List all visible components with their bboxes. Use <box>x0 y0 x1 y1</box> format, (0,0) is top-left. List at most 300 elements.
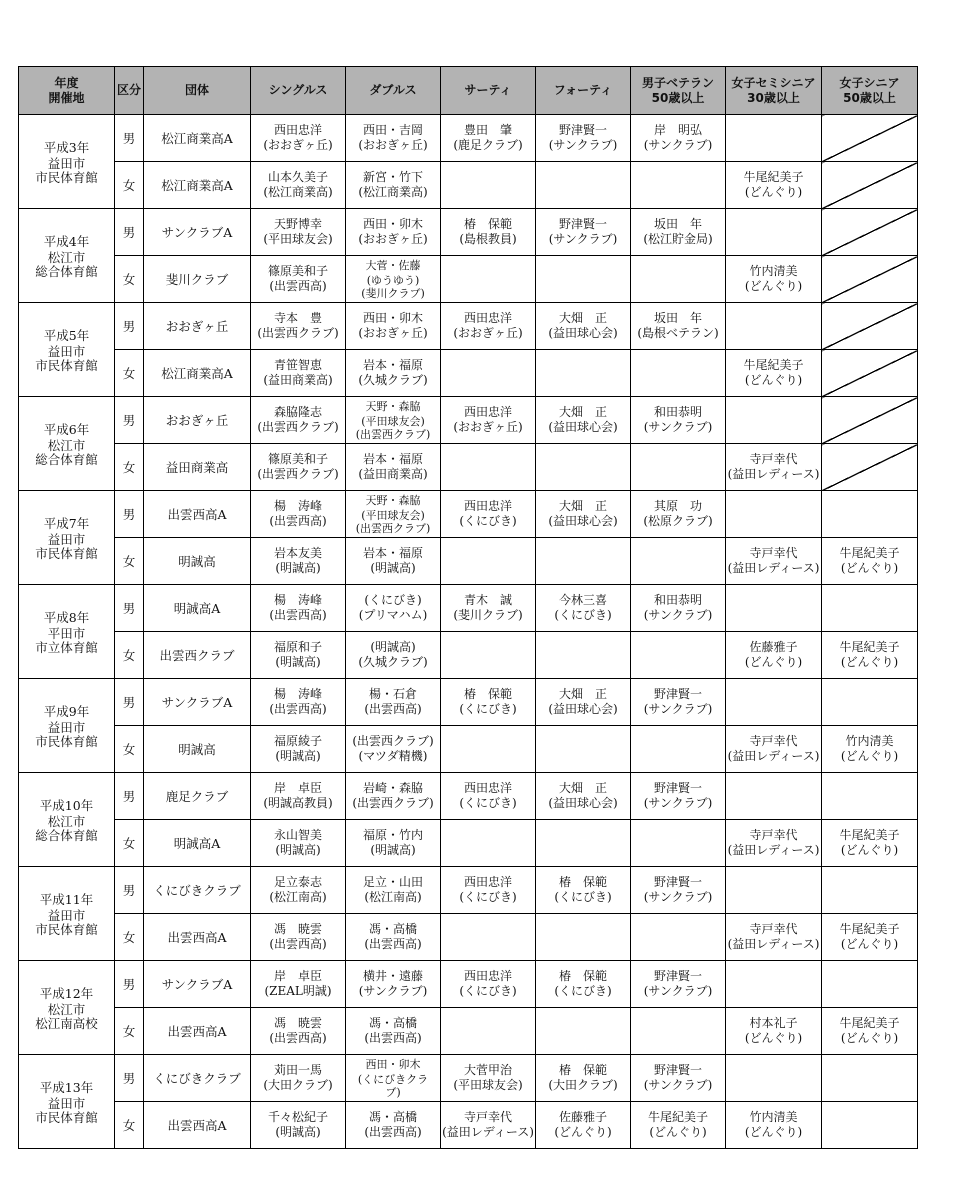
veteran-cell <box>631 632 726 679</box>
forty-cell-line: 大畑 正 <box>558 499 607 513</box>
division-cell <box>115 632 144 679</box>
division-cell-line: 男 <box>122 882 136 898</box>
doubles-cell-line: 西田・卯木 <box>365 1058 421 1071</box>
forty-cell-line: (くにびき) <box>554 608 612 622</box>
doubles-cell-line: (ゆうゆう) <box>366 274 420 287</box>
veteran-cell <box>631 914 726 961</box>
singles-cell <box>251 914 346 961</box>
venue-cell-line: 市民体育館 <box>35 357 98 373</box>
venue-cell <box>19 867 115 961</box>
table-row <box>19 256 918 303</box>
singles-cell <box>251 867 346 914</box>
doubles-cell <box>346 679 441 726</box>
senior-cell <box>822 444 918 491</box>
forty-cell <box>536 1102 631 1149</box>
senior-cell <box>822 491 918 538</box>
venue-cell-line: 総合体育館 <box>35 827 98 843</box>
thirty-cell-line: 椿 保範 <box>463 217 512 231</box>
thirty-cell-line: (鹿足クラブ) <box>453 138 523 152</box>
forty-cell <box>536 867 631 914</box>
header-women-semisenior <box>726 67 822 115</box>
venue-cell <box>19 209 115 303</box>
singles-cell <box>251 632 346 679</box>
veteran-cell-line: (サンクラブ) <box>643 1078 713 1092</box>
thirty-cell-line: (くにびき) <box>459 796 517 810</box>
venue-cell-line: 総合体育館 <box>35 263 98 279</box>
header-division <box>115 67 144 115</box>
senior-cell <box>822 1008 918 1055</box>
team-cell-line: 松江商業高A <box>161 177 233 193</box>
senior-cell-line: 牛尾紀美子 <box>839 640 900 654</box>
singles-cell <box>251 726 346 773</box>
team-cell-line: くにびきクラブ <box>153 882 241 898</box>
forty-cell-line: 椿 保範 <box>558 875 607 889</box>
senior-cell <box>822 1055 918 1102</box>
singles-cell-line: (出雲西高) <box>269 279 327 293</box>
team-cell <box>144 820 251 867</box>
forty-cell <box>536 397 631 444</box>
singles-cell-line: (出雲西高) <box>269 937 327 951</box>
venue-cell-line: 市立体育館 <box>35 639 98 655</box>
doubles-cell-line: 横井・遠藤 <box>362 969 423 983</box>
team-cell <box>144 1102 251 1149</box>
team-cell <box>144 350 251 397</box>
team-cell <box>144 303 251 350</box>
singles-cell-line: (明誠高) <box>275 561 321 575</box>
semisenior-cell-line: (どんぐり) <box>744 655 803 669</box>
division-cell-line: 男 <box>122 976 136 992</box>
veteran-cell <box>631 961 726 1008</box>
thirty-cell <box>441 961 536 1008</box>
thirty-cell-line: 西田忠洋 <box>463 781 512 795</box>
team-cell-line: 出雲西クラブ <box>159 647 235 663</box>
singles-cell-line: 千々松紀子 <box>267 1110 328 1124</box>
doubles-cell-line: 新宮・竹下 <box>362 170 423 184</box>
team-cell <box>144 162 251 209</box>
team-cell-line: 出雲西高A <box>167 1117 227 1133</box>
header-line: 開催地 <box>48 90 85 105</box>
veteran-cell <box>631 303 726 350</box>
table-row <box>19 632 918 679</box>
header-line: 団体 <box>184 83 209 97</box>
veteran-cell-line: 坂田 年 <box>653 217 702 231</box>
veteran-cell <box>631 397 726 444</box>
team-cell <box>144 491 251 538</box>
doubles-cell-line: 西田・吉岡 <box>362 123 423 137</box>
singles-cell <box>251 115 346 162</box>
division-cell-line: 女 <box>122 1117 136 1133</box>
doubles-cell <box>346 773 441 820</box>
division-cell <box>115 1102 144 1149</box>
veteran-cell <box>631 350 726 397</box>
senior-cell <box>822 162 918 209</box>
forty-cell-line: (益田球心会) <box>548 702 618 716</box>
veteran-cell <box>631 820 726 867</box>
singles-cell <box>251 820 346 867</box>
singles-cell-line: (出雲西クラブ) <box>257 326 339 340</box>
doubles-cell-line: 大菅・佐藤 <box>365 259 421 272</box>
doubles-cell <box>346 491 441 538</box>
doubles-cell-line: 馮・高橋 <box>368 922 417 936</box>
doubles-cell-line: 西田・卯木 <box>362 311 423 325</box>
singles-cell <box>251 350 346 397</box>
veteran-cell-line: 牛尾紀美子 <box>647 1110 708 1124</box>
singles-cell-line: 福原綾子 <box>273 734 322 748</box>
header-thirty <box>441 67 536 115</box>
senior-cell-line: 牛尾紀美子 <box>839 828 900 842</box>
semisenior-cell-line: (益田レディース) <box>727 749 820 763</box>
table-row <box>19 585 918 632</box>
team-cell <box>144 444 251 491</box>
semisenior-cell <box>726 726 822 773</box>
singles-cell-line: 岩本友美 <box>273 546 322 560</box>
division-cell <box>115 256 144 303</box>
forty-cell-line: (益田球心会) <box>548 420 618 434</box>
singles-cell-line: (益田商業高) <box>263 373 333 387</box>
results-table <box>18 66 918 1149</box>
senior-cell <box>822 397 918 444</box>
doubles-cell <box>346 820 441 867</box>
singles-cell-line: (松江商業高) <box>263 185 333 199</box>
division-cell-line: 男 <box>122 224 136 240</box>
doubles-cell-line: (プリマハム) <box>358 608 428 622</box>
team-cell-line: 松江商業高A <box>161 365 233 381</box>
team-cell <box>144 209 251 256</box>
forty-cell <box>536 115 631 162</box>
veteran-cell-line: (サンクラブ) <box>643 608 713 622</box>
forty-cell <box>536 914 631 961</box>
table-row <box>19 1102 918 1149</box>
singles-cell <box>251 397 346 444</box>
singles-cell-line: 楊 涛峰 <box>273 499 322 513</box>
forty-cell-line: 椿 保範 <box>558 969 607 983</box>
veteran-cell-line: 其原 功 <box>653 499 702 513</box>
semisenior-cell <box>726 209 822 256</box>
doubles-cell-line: 岩本・福原 <box>362 452 423 466</box>
thirty-cell <box>441 632 536 679</box>
team-cell <box>144 632 251 679</box>
forty-cell-line: (益田球心会) <box>548 326 618 340</box>
senior-cell <box>822 914 918 961</box>
veteran-cell <box>631 256 726 303</box>
doubles-cell-line: (出雲西クラブ) <box>352 734 434 748</box>
venue-cell-line: 平成4年 <box>43 233 90 249</box>
division-cell <box>115 773 144 820</box>
singles-cell-line: 山本久美子 <box>267 170 328 184</box>
division-cell-line: 男 <box>122 1070 136 1086</box>
singles-cell <box>251 162 346 209</box>
venue-cell-line: 平成11年 <box>39 891 94 907</box>
singles-cell-line: 天野博幸 <box>273 217 322 231</box>
team-cell-line: 出雲西高A <box>167 929 227 945</box>
semisenior-cell-line: 竹内清美 <box>749 264 798 278</box>
singles-cell <box>251 585 346 632</box>
table-row <box>19 444 918 491</box>
veteran-cell <box>631 1055 726 1102</box>
team-cell-line: くにびきクラブ <box>153 1070 241 1086</box>
semisenior-cell-line: (どんぐり) <box>744 1031 803 1045</box>
singles-cell-line: 苅田一馬 <box>273 1063 322 1077</box>
senior-cell <box>822 538 918 585</box>
thirty-cell <box>441 867 536 914</box>
table-row <box>19 914 918 961</box>
forty-cell-line: 椿 保範 <box>558 1063 607 1077</box>
semisenior-cell <box>726 538 822 585</box>
header-line: 女子セミシニア <box>731 75 816 90</box>
forty-cell-line: (サンクラブ) <box>548 138 618 152</box>
doubles-cell <box>346 256 441 303</box>
doubles-cell-line: 西田・卯木 <box>362 217 423 231</box>
doubles-cell <box>346 397 441 444</box>
semisenior-cell <box>726 914 822 961</box>
venue-cell-line: 平田市 <box>47 625 86 641</box>
thirty-cell-line: 西田忠洋 <box>463 875 512 889</box>
doubles-cell-line: (出雲西高) <box>364 702 422 716</box>
doubles-cell <box>346 632 441 679</box>
thirty-cell <box>441 350 536 397</box>
team-cell-line: 斐川クラブ <box>165 271 229 287</box>
division-cell <box>115 491 144 538</box>
division-cell <box>115 820 144 867</box>
thirty-cell <box>441 162 536 209</box>
semisenior-cell <box>726 632 822 679</box>
semisenior-cell-line: 寺戸幸代 <box>749 734 798 748</box>
singles-cell-line: 馮 暁雲 <box>273 922 322 936</box>
division-cell <box>115 303 144 350</box>
header-line: 男子ベテラン <box>641 75 714 90</box>
semisenior-cell <box>726 397 822 444</box>
senior-cell <box>822 209 918 256</box>
singles-cell-line: 篠原美和子 <box>267 264 328 278</box>
veteran-cell <box>631 115 726 162</box>
venue-cell-line: 市民体育館 <box>35 1109 98 1125</box>
singles-cell <box>251 303 346 350</box>
table-row <box>19 679 918 726</box>
doubles-cell-line: 足立・山田 <box>362 875 423 889</box>
team-cell <box>144 726 251 773</box>
semisenior-cell-line: (どんぐり) <box>744 185 803 199</box>
table-row <box>19 303 918 350</box>
doubles-cell-line: (久城クラブ) <box>358 655 428 669</box>
veteran-cell <box>631 444 726 491</box>
senior-cell <box>822 632 918 679</box>
venue-cell-line: 平成9年 <box>43 703 90 719</box>
singles-cell-line: 寺本 豊 <box>273 311 322 325</box>
senior-cell <box>822 961 918 1008</box>
doubles-cell-line: (出雲西クラブ) <box>352 796 434 810</box>
team-cell <box>144 1008 251 1055</box>
team-cell <box>144 679 251 726</box>
thirty-cell <box>441 491 536 538</box>
division-cell <box>115 1008 144 1055</box>
thirty-cell-line: (平田球友会) <box>453 1078 523 1092</box>
semisenior-cell <box>726 1102 822 1149</box>
doubles-cell-line: (斐川クラブ) <box>361 287 425 300</box>
division-cell <box>115 914 144 961</box>
forty-cell-line: (大田クラブ) <box>548 1078 618 1092</box>
team-cell <box>144 867 251 914</box>
doubles-cell <box>346 1055 441 1102</box>
forty-cell-line: (くにびき) <box>554 890 612 904</box>
division-cell-line: 男 <box>122 506 136 522</box>
senior-cell-line: (どんぐり) <box>840 937 899 951</box>
team-cell-line: 明誠高 <box>178 553 216 569</box>
table-row <box>19 491 918 538</box>
venue-cell-line: 平成5年 <box>43 327 90 343</box>
division-cell-line: 女 <box>122 647 136 663</box>
veteran-cell <box>631 538 726 585</box>
senior-cell-line: 牛尾紀美子 <box>839 1016 900 1030</box>
venue-cell-line: 松江市 <box>47 813 86 829</box>
team-cell-line: おおぎヶ丘 <box>165 412 229 428</box>
senior-cell-line: 牛尾紀美子 <box>839 922 900 936</box>
singles-cell-line: 森脇隆志 <box>273 405 322 419</box>
team-cell <box>144 256 251 303</box>
forty-cell-line: (益田球心会) <box>548 796 618 810</box>
table-row <box>19 162 918 209</box>
venue-cell <box>19 585 115 679</box>
forty-cell <box>536 632 631 679</box>
singles-cell-line: (明誠高) <box>275 843 321 857</box>
thirty-cell-line: (くにびき) <box>459 890 517 904</box>
division-cell-line: 女 <box>122 177 136 193</box>
venue-cell-line: 益田市 <box>47 531 86 547</box>
doubles-cell-line: (平田球友会) <box>361 509 425 522</box>
senior-cell <box>822 256 918 303</box>
singles-cell-line: 岸 卓臣 <box>273 969 322 983</box>
venue-cell-line: 平成12年 <box>39 985 94 1001</box>
senior-cell <box>822 679 918 726</box>
doubles-cell-line: (サンクラブ) <box>358 984 428 998</box>
forty-cell-line: 佐藤雅子 <box>558 1110 607 1124</box>
table-body <box>19 115 918 1149</box>
thirty-cell <box>441 679 536 726</box>
team-cell-line: 明誠高A <box>173 600 221 616</box>
doubles-cell-line: (くにびきクラ <box>357 1073 429 1086</box>
thirty-cell-line: (くにびき) <box>459 984 517 998</box>
senior-cell <box>822 1102 918 1149</box>
singles-cell-line: (ZEAL明誠) <box>264 984 332 998</box>
division-cell-line: 女 <box>122 459 136 475</box>
venue-cell <box>19 397 115 491</box>
doubles-cell-line: (くにびき) <box>364 593 422 607</box>
header-line: ダブルス <box>369 83 417 97</box>
singles-cell <box>251 256 346 303</box>
forty-cell-line: 大畑 正 <box>558 405 607 419</box>
singles-cell-line: 永山智美 <box>273 828 322 842</box>
forty-cell-line: (どんぐり) <box>554 1125 612 1139</box>
veteran-cell-line: (松江貯金局) <box>643 232 713 246</box>
header-forty <box>536 67 631 115</box>
thirty-cell-line: 西田忠洋 <box>463 499 512 513</box>
table-row <box>19 1008 918 1055</box>
division-cell <box>115 397 144 444</box>
division-cell <box>115 961 144 1008</box>
forty-cell-line: (益田球心会) <box>548 514 618 528</box>
veteran-cell-line: (どんぐり) <box>649 1125 707 1139</box>
doubles-cell <box>346 350 441 397</box>
venue-cell <box>19 115 115 209</box>
forty-cell-line: 大畑 正 <box>558 311 607 325</box>
division-cell-line: 女 <box>122 929 136 945</box>
thirty-cell-line: (おおぎヶ丘) <box>453 326 523 340</box>
singles-cell-line: 足立泰志 <box>273 875 322 889</box>
doubles-cell <box>346 538 441 585</box>
division-cell <box>115 162 144 209</box>
table-row <box>19 961 918 1008</box>
senior-cell-line: (どんぐり) <box>840 561 899 575</box>
team-cell <box>144 538 251 585</box>
singles-cell-line: (明誠高) <box>275 655 321 669</box>
venue-cell <box>19 1055 115 1149</box>
division-cell-line: 女 <box>122 365 136 381</box>
doubles-cell-line: 福原・竹内 <box>362 828 423 842</box>
header-line: シングルス <box>268 83 328 97</box>
division-cell-line: 女 <box>122 553 136 569</box>
doubles-cell-line: ブ) <box>385 1086 401 1099</box>
thirty-cell <box>441 773 536 820</box>
veteran-cell-line: 野津賢一 <box>653 969 702 983</box>
singles-cell-line: 青笹智恵 <box>273 358 322 372</box>
thirty-cell <box>441 914 536 961</box>
singles-cell-line: (明誠高) <box>275 1125 321 1139</box>
thirty-cell-line: 大菅甲治 <box>463 1063 512 1077</box>
venue-cell-line: 益田市 <box>47 155 86 171</box>
team-cell-line: 出雲西高A <box>167 506 227 522</box>
veteran-cell-line: (サンクラブ) <box>643 984 713 998</box>
division-cell-line: 男 <box>122 130 136 146</box>
thirty-cell <box>441 444 536 491</box>
semisenior-cell <box>726 1008 822 1055</box>
thirty-cell <box>441 1055 536 1102</box>
semisenior-cell <box>726 256 822 303</box>
doubles-cell <box>346 961 441 1008</box>
thirty-cell-line: (おおぎヶ丘) <box>453 420 523 434</box>
veteran-cell-line: (島根ベテラン) <box>637 326 719 340</box>
thirty-cell <box>441 303 536 350</box>
veteran-cell <box>631 679 726 726</box>
senior-cell <box>822 585 918 632</box>
forty-cell <box>536 444 631 491</box>
division-cell <box>115 1055 144 1102</box>
singles-cell-line: (出雲西高) <box>269 608 327 622</box>
venue-cell <box>19 773 115 867</box>
doubles-cell-line: 岩本・福原 <box>362 546 423 560</box>
forty-cell <box>536 491 631 538</box>
forty-cell-line: 野津賢一 <box>558 123 607 137</box>
doubles-cell-line: (マツダ精機) <box>358 749 428 763</box>
doubles-cell-line: 岩本・福原 <box>362 358 423 372</box>
forty-cell <box>536 1055 631 1102</box>
venue-cell-line: 松江南高校 <box>35 1015 98 1031</box>
forty-cell-line: (くにびき) <box>554 984 612 998</box>
senior-cell <box>822 820 918 867</box>
division-cell-line: 男 <box>122 318 136 334</box>
semisenior-cell <box>726 773 822 820</box>
venue-cell-line: 益田市 <box>47 719 86 735</box>
table-row <box>19 773 918 820</box>
semisenior-cell <box>726 585 822 632</box>
thirty-cell-line: 寺戸幸代 <box>463 1110 512 1124</box>
team-cell-line: 明誠高A <box>173 835 221 851</box>
semisenior-cell-line: 寺戸幸代 <box>749 922 798 936</box>
semisenior-cell-line: 寺戸幸代 <box>749 546 798 560</box>
singles-cell-line: 楊 涛峰 <box>273 593 322 607</box>
division-cell <box>115 350 144 397</box>
doubles-cell <box>346 867 441 914</box>
team-cell <box>144 961 251 1008</box>
doubles-cell-line: (久城クラブ) <box>358 373 428 387</box>
